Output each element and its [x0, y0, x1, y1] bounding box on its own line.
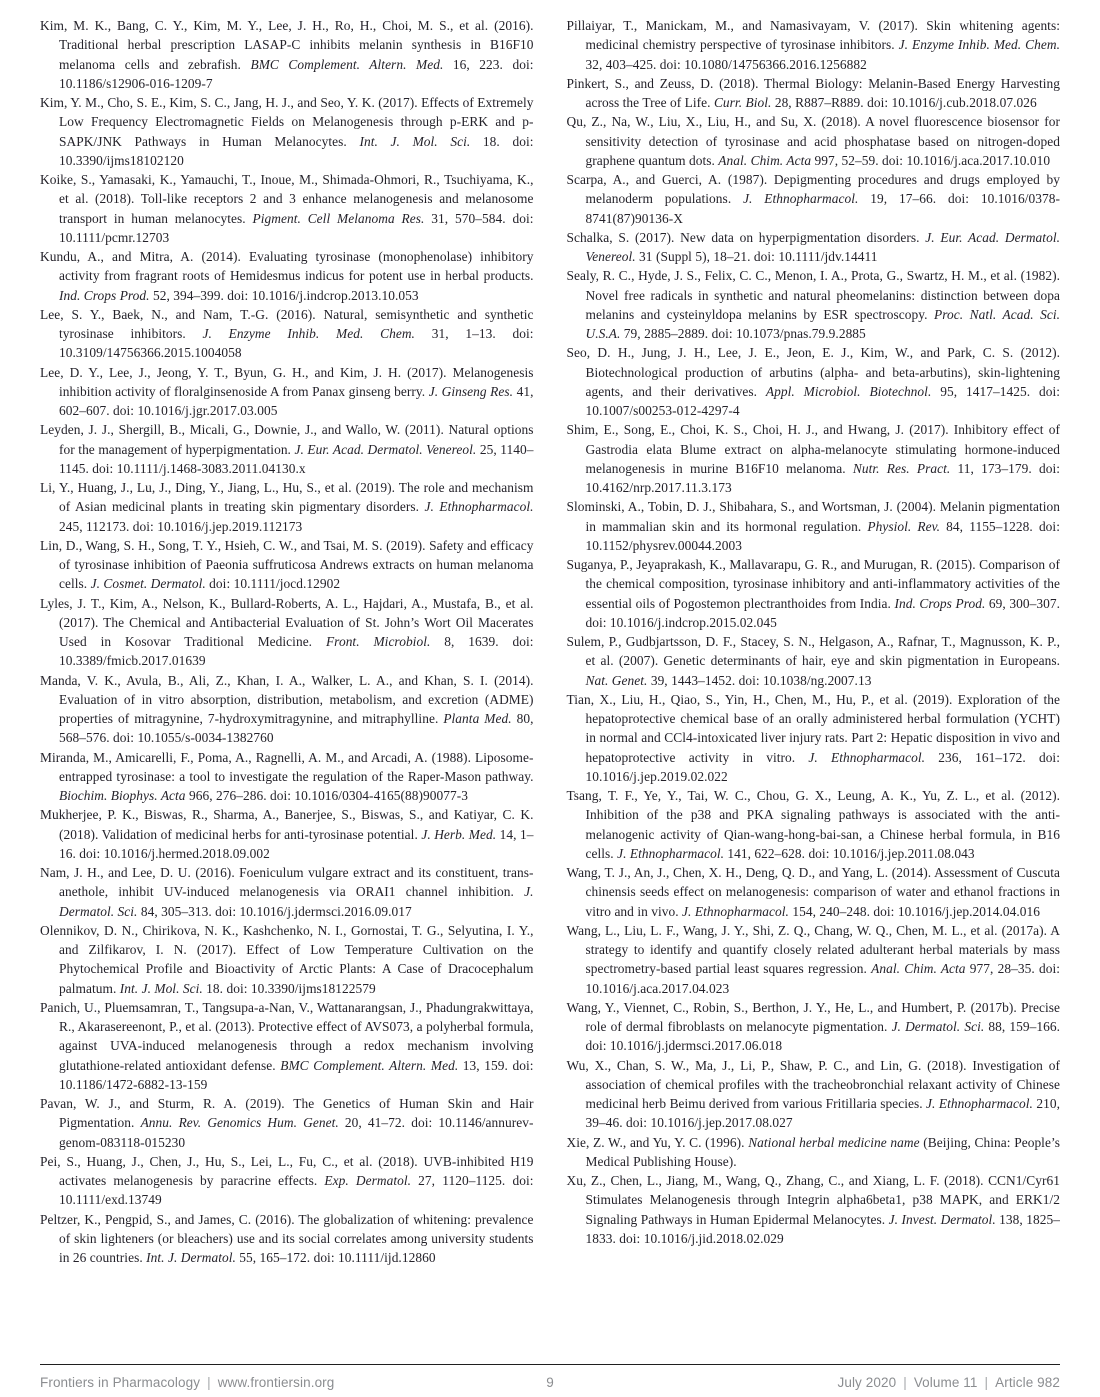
journal-name: Annu. Rev. Genomics Hum. Genet.	[140, 1115, 339, 1131]
journal-name: Anal. Chim. Acta	[718, 152, 812, 168]
reference-item	[40, 536, 534, 594]
footer-journal-info	[40, 1375, 546, 1390]
journal-name: Ind. Crops Prod.	[894, 595, 986, 611]
reference-text: Shim, E., Song, E., Choi, K. S., Choi, H. J., and Hwang, J. (2017). Inhibitory effect of Gastrodia elata Blume extract on alpha-melanocyte stimulating hormone-induced melanogenesis in murine B16F10 melanoma.	[566, 422, 1060, 476]
reference-item	[40, 1094, 534, 1152]
reference-text: 69, 300–307. doi: 10.1016/j.indcrop.2015.02.045	[585, 595, 1060, 630]
journal-name: J. Invest. Dermatol.	[888, 1211, 996, 1227]
reference-text: Peltzer, K., Pengpid, S., and James, C. (2016). The globalization of whitening: prevalence of skin lighteners (or bleachers) use and its social correlates among university students in 26 countries.	[40, 1211, 534, 1265]
reference-text: 39, 1443–1452. doi: 10.1038/ng.2007.13	[647, 672, 872, 688]
footer-separator: |	[903, 1375, 907, 1390]
reference-text: 8, 1639. doi: 10.3389/fmicb.2017.01639	[59, 634, 534, 669]
reference-item	[567, 1133, 1061, 1172]
journal-name: J. Ethnopharmacol.	[424, 499, 534, 515]
reference-text: Lee, D. Y., Lee, J., Jeong, Y. T., Byun, G. H., and Kim, J. H. (2017). Melanogenesis inhibition activity of floralginsenoside A from Panax ginseng berry.	[40, 364, 534, 399]
journal-name: Physiol. Rev.	[867, 518, 941, 534]
reference-text: 245, 112173. doi: 10.1016/j.jep.2019.112173	[59, 518, 303, 534]
reference-text: 52, 394–399. doi: 10.1016/j.indcrop.2013.10.053	[149, 287, 419, 303]
reference-item	[567, 420, 1061, 497]
reference-text: Sulem, P., Gudbjartsson, D. F., Stacey, S. N., Helgason, A., Rafnar, T., Magnusson, K. P., et al. (2007). Genetic determinants of hair, eye and skin pigmentation in Europeans.	[566, 634, 1060, 669]
reference-item	[40, 363, 534, 421]
reference-text: Kim, M. K., Bang, C. Y., Kim, M. Y., Lee, J. H., Ro, H., Choi, M. S., et al. (2016). Traditional herbal prescription LASAP-C inhibits melanin synthesis in B16F10 melanoma cells and zebrafish.	[40, 18, 534, 72]
reference-item	[40, 1152, 534, 1210]
journal-name: J. Dermatol. Sci.	[59, 884, 534, 919]
reference-item	[567, 228, 1061, 267]
journal-name: J. Dermatol. Sci.	[891, 1019, 985, 1034]
reference-item	[40, 1210, 534, 1268]
page-footer	[40, 1375, 1060, 1390]
reference-text: 31, 1–13. doi: 10.3109/14756366.2015.1004058	[59, 326, 534, 361]
reference-item	[567, 998, 1061, 1056]
reference-text: 88, 159–166. doi: 10.1016/j.jdermsci.2017.06.018	[585, 1019, 1060, 1054]
footer-website-link[interactable]: www.frontiersin.org	[217, 1375, 335, 1390]
journal-name: J. Ethnopharmacol.	[926, 1096, 1033, 1111]
footer-separator: |	[207, 1375, 211, 1390]
reference-text: 138, 1825–1833. doi: 10.1016/j.jid.2018.02.029	[585, 1211, 1060, 1246]
reference-text: 95, 1417–1425. doi: 10.1007/s00253-012-4297-4	[585, 383, 1060, 418]
reference-text: 55, 165–172. doi: 10.1111/ijd.12860	[235, 1250, 436, 1265]
reference-item	[567, 921, 1061, 998]
reference-text: 28, R887–R889. doi: 10.1016/j.cub.2018.07.026	[771, 95, 1037, 110]
journal-name: Anal. Chim. Acta	[871, 961, 966, 977]
journal-name: Int. J. Mol. Sci.	[359, 133, 471, 149]
journal-name: Biochim. Biophys. Acta	[59, 788, 186, 803]
reference-text: Wu, X., Chan, S. W., Ma, J., Li, P., Shaw, P. C., and Lin, G. (2018). Investigation of association of chemical profiles with the tracheobronchial relaxant activity of Chinese medicinal herb Beimu derived from various Fritillaria species.	[566, 1057, 1060, 1111]
reference-text: Panich, U., Pluemsamran, T., Tangsupa-a-Nan, V., Wattanarangsan, J., Phadungrakwittaya, R., Akarasereenont, P., et al. (2013). Protective effect of AVS073, a polyherbal formula, against UVA-induced melanogenesis through a redox mechanism involving glutathione-related antioxidant defense.	[40, 999, 534, 1073]
journal-name: J. Eur. Acad. Dermatol. Venereol.	[585, 229, 1060, 264]
references-column-right	[567, 16, 1061, 1350]
journal-name: J. Ethnopharmacol.	[617, 845, 724, 861]
reference-item	[567, 112, 1061, 170]
reference-item	[40, 998, 534, 1094]
journal-name: Planta Med.	[443, 711, 512, 726]
reference-item	[567, 266, 1061, 343]
footer-article-number: Article 982	[995, 1375, 1061, 1390]
reference-text: 14, 1–16. doi: 10.1016/j.hermed.2018.09.002	[59, 826, 534, 861]
journal-name: J. Enzyme Inhib. Med. Chem.	[202, 326, 415, 341]
reference-text: Seo, D. H., Jung, J. H., Lee, J. E., Jeon, E. J., Kim, W., and Park, C. S. (2012). Biotechnological production of arbutins (alpha- and beta-arbutins), skin-lightening agents, and their derivatives.	[566, 345, 1060, 399]
reference-item	[40, 478, 534, 536]
reference-text: Nam, J. H., and Lee, D. U. (2016). Foeniculum vulgare extract and its constituent, trans-anethole, inhibit UV-induced melanogenesis via ORAI1 channel inhibition.	[40, 865, 534, 900]
reference-text: 16, 223. doi: 10.1186/s12906-016-1209-7	[59, 56, 534, 91]
journal-name: BMC Complement. Altern. Med.	[250, 56, 444, 72]
journal-name: Int. J. Dermatol.	[146, 1250, 236, 1265]
journal-name: Exp. Dermatol.	[324, 1173, 412, 1188]
reference-text: 31, 570–584. doi: 10.1111/pcmr.12703	[59, 210, 534, 245]
reference-item	[40, 921, 534, 998]
reference-text: Wang, L., Liu, L. F., Wang, J. Y., Shi, Z. Q., Chang, W. Q., Chen, M. L., et al. (2017a). A strategy to identify and quantify closely related adulterant herbal materials by mass spectrometry-based partial least squares regression.	[566, 922, 1060, 977]
reference-item	[567, 555, 1061, 632]
reference-text: Mukherjee, P. K., Biswas, R., Sharma, A., Banerjee, S., Biswas, S., and Katiyar, C. K. (2018). Validation of medicinal herbs for anti-tyrosinase potential.	[40, 807, 534, 842]
reference-text: Pinkert, S., and Zeuss, D. (2018). Thermal Biology: Melanin-Based Energy Harvesting across the Tree of Life.	[566, 75, 1060, 110]
reference-text: 27, 1120–1125. doi: 10.1111/exd.13749	[59, 1173, 534, 1208]
reference-item	[567, 863, 1061, 921]
journal-name: BMC Complement. Altern. Med.	[280, 1057, 459, 1073]
journal-name: Front. Microbiol.	[325, 634, 431, 649]
reference-text: 13, 159. doi: 10.1186/1472-6882-13-159	[59, 1057, 534, 1092]
reference-text: 25, 1140–1145. doi: 10.1111/j.1468-3083.2011.04130.x	[59, 441, 534, 476]
reference-text: Kundu, A., and Mitra, A. (2014). Evaluating tyrosinase (monophenolase) inhibitory activity from fragrant roots of Hemidesmus indicus for potent use in herbal products.	[40, 249, 534, 284]
reference-text: Leyden, J. J., Shergill, B., Micali, G., Downie, J., and Wallo, W. (2011). Natural options for the management of hyperpigmentation.	[40, 422, 534, 457]
reference-text: 84, 305–313. doi: 10.1016/j.jdermsci.2016.09.017	[137, 903, 412, 919]
reference-item	[567, 497, 1061, 555]
reference-item	[567, 74, 1061, 113]
reference-text: 18. doi: 10.3390/ijms18122579	[202, 980, 376, 996]
reference-item	[567, 1056, 1061, 1133]
reference-text: 19, 17–66. doi: 10.1016/0378-8741(87)90136-X	[585, 191, 1060, 226]
reference-text: Olennikov, D. N., Chirikova, N. K., Kashchenko, N. I., Gornostai, T. G., Selyutina, I. Y., and Zilfikarov, I. N. (2017). Effect of Low Temperature Cultivation on the Phytochemical Profile and Bioactivity of Arctic Plants: A Case of Dracocephalum palmatum.	[40, 922, 534, 996]
journal-name: Int. J. Mol. Sci.	[119, 980, 203, 996]
footer-issue-date: July 2020	[837, 1375, 897, 1390]
reference-item	[40, 671, 534, 748]
reference-text: 210, 39–46. doi: 10.1016/j.jep.2017.08.027	[585, 1096, 1060, 1131]
reference-item	[40, 863, 534, 921]
references-columns	[40, 16, 1060, 1350]
journal-name: J. Ethnopharmacol.	[743, 191, 859, 207]
reference-text: Suganya, P., Jeyaprakash, K., Mallavarapu, G. R., and Murugan, R. (2015). Comparison of the chemical composition, tyrosinase inhibitory and anti-inflammatory activities of the essential oils of Pogostemon plectranthoides from India.	[566, 557, 1060, 611]
journal-name: Ind. Crops Prod.	[59, 287, 150, 303]
reference-text: 41, 602–607. doi: 10.1016/j.jgr.2017.03.005	[59, 383, 534, 418]
journal-name: J. Eur. Acad. Dermatol. Venereol.	[294, 441, 477, 457]
journal-name: J. Ethnopharmacol.	[682, 903, 789, 919]
reference-item	[40, 93, 534, 170]
journal-name: Proc. Natl. Acad. Sci. U.S.A.	[585, 306, 1060, 341]
reference-item	[40, 170, 534, 247]
reference-text: 977, 28–35. doi: 10.1016/j.aca.2017.04.023	[585, 961, 1060, 996]
reference-text: Lyles, J. T., Kim, A., Nelson, K., Bullard-Roberts, A. L., Hajdari, A., Mustafa, B., et al. (2017). The Chemical and Antibacterial Evaluation of St. John’s Wort Oil Macerates Used in Kosovar Traditional Medicine.	[40, 595, 534, 649]
reference-text: Wang, T. J., An, J., Chen, X. H., Deng, Q. D., and Yang, L. (2014). Assessment of Cuscuta chinensis seeds effect on melanogenesis: comparison of water and ethanol fractions in vitro and in vivo.	[566, 865, 1060, 919]
reference-text: Pillaiyar, T., Manickam, M., and Namasivayam, V. (2017). Skin whitening agents: medicinal chemistry perspective of tyrosinase inhibitors.	[566, 18, 1060, 53]
reference-item	[40, 420, 534, 478]
reference-text: Kim, Y. M., Cho, S. E., Kim, S. C., Jang, H. J., and Seo, Y. K. (2017). Effects of Extremely Low Frequency Electromagnetic Fields on Melanogenesis through p-ERK and p-SAPK/JNK Pathways in Human Melanocytes.	[40, 95, 534, 149]
reference-text: 141, 622–628. doi: 10.1016/j.jep.2011.08.043	[724, 845, 975, 861]
reference-text: 997, 52–59. doi: 10.1016/j.aca.2017.10.010	[811, 152, 1051, 168]
reference-text: Pavan, W. J., and Sturm, R. A. (2019). The Genetics of Human Skin and Hair Pigmentation.	[40, 1096, 534, 1131]
journal-name: National herbal medicine name	[748, 1134, 920, 1150]
footer-journal-name: Frontiers in Pharmacology	[40, 1375, 201, 1390]
journal-name: J. Ethnopharmacol.	[808, 749, 926, 765]
reference-text: Scarpa, A., and Guerci, A. (1987). Depigmenting procedures and drugs employed by melanoderm populations.	[566, 172, 1060, 207]
journal-name: Pigment. Cell Melanoma Res.	[252, 210, 425, 226]
reference-text: Lin, D., Wang, S. H., Song, T. Y., Hsieh, C. W., and Tsai, M. S. (2019). Safety and efficacy of tyrosinase inhibition of Paeonia suffruticosa Andrews extracts on human melanoma cells.	[40, 537, 534, 592]
reference-text: Slominski, A., Tobin, D. J., Shibahara, S., and Wortsman, J. (2004). Melanin pigmentation in mammalian skin and its hormonal regulation.	[566, 499, 1060, 534]
footer-volume: Volume 11	[913, 1375, 978, 1390]
journal-name: J. Herb. Med.	[421, 826, 497, 842]
journal-name: J. Cosmet. Dermatol.	[90, 576, 206, 592]
reference-text: Wang, Y., Viennet, C., Robin, S., Berthon, J. Y., He, L., and Humbert, P. (2017b). Precise role of dermal fibroblasts on melanocyte pigmentation.	[566, 999, 1060, 1034]
reference-text: 31 (Suppl 5), 18–21. doi: 10.1111/jdv.14411	[635, 249, 878, 264]
reference-item	[40, 805, 534, 863]
reference-item	[40, 16, 534, 93]
footer-divider	[40, 1364, 1060, 1365]
reference-text: 80, 568–576. doi: 10.1055/s-0034-1382760	[59, 711, 534, 746]
journal-name: Curr. Biol.	[713, 95, 772, 110]
reference-text: Schalka, S. (2017). New data on hyperpigmentation disorders.	[566, 229, 926, 245]
reference-item	[567, 343, 1061, 420]
reference-text: Xie, Z. W., and Yu, Y. C. (1996).	[566, 1134, 749, 1150]
reference-text: 236, 161–172. doi: 10.1016/j.jep.2019.02.022	[585, 749, 1060, 784]
reference-text: Sealy, R. C., Hyde, J. S., Felix, C. C., Menon, I. A., Prota, G., Swartz, H. M., et al. (1982). Novel free radicals in synthetic and natural pheomelanins: distinction between dopa melanins and cysteinyldopa melanins by ESR spectroscopy.	[566, 268, 1060, 322]
reference-text: 32, 403–425. doi: 10.1080/14756366.2016.1256882	[585, 56, 867, 72]
reference-item	[567, 1171, 1061, 1248]
footer-separator: |	[984, 1375, 989, 1390]
reference-text: 18. doi: 10.3390/ijms18102120	[59, 133, 534, 168]
reference-text: 79, 2885–2889. doi: 10.1073/pnas.79.9.2885	[620, 326, 866, 341]
reference-text: Lee, S. Y., Baek, N., and Nam, T.-G. (2016). Natural, semisynthetic and synthetic tyrosinase inhibitors.	[40, 306, 534, 341]
reference-text: 966, 276–286. doi: 10.1016/0304-4165(88)90077-3	[185, 788, 469, 803]
reference-text: Tian, X., Liu, H., Qiao, S., Yin, H., Chen, M., Hu, P., et al. (2019). Exploration of the hepatoprotective chemical base of an orally administered herbal formulation (YCHT) in normal and CCl4-intoxicated liver injury rats. Part 2: Hepatic disposition in vivo and hepatoprotective activity in vitro.	[566, 691, 1060, 765]
reference-item	[567, 170, 1061, 228]
reference-item	[567, 632, 1061, 690]
reference-text: 11, 173–179. doi: 10.4162/nrp.2017.11.3.173	[585, 460, 1060, 495]
reference-item	[40, 594, 534, 671]
journal-name: Nutr. Res. Pract.	[852, 460, 951, 476]
reference-text: (Beijing, China: People’s Medical Publishing House).	[585, 1134, 1060, 1169]
journal-name: J. Ginseng Res.	[428, 383, 514, 399]
reference-item	[40, 748, 534, 806]
reference-item	[40, 247, 534, 305]
reference-text: Li, Y., Huang, J., Lu, J., Ding, Y., Jiang, L., Hu, S., et al. (2019). The role and mechanism of Asian medicinal plants in treating skin pigmentary disorders.	[40, 480, 534, 515]
reference-item	[40, 305, 534, 363]
reference-item	[567, 690, 1061, 786]
reference-text: Manda, V. K., Avula, B., Ali, Z., Khan, I. A., Walker, L. A., and Khan, S. I. (2014). Evaluation of in vitro absorption, distribution, metabolism, and excretion (ADME) properties of mitragynine, 7-hydroxymitragynine, and mitraphylline.	[40, 672, 534, 726]
reference-text: Miranda, M., Amicarelli, F., Poma, A., Ragnelli, A. M., and Arcadi, A. (1988). Liposome-entrapped tyrosinase: a tool to investigate the regulation of the Raper-Mason pathway.	[40, 749, 534, 784]
references-column-left	[40, 16, 534, 1350]
reference-item	[567, 16, 1061, 74]
footer-issue-info	[554, 1375, 1060, 1390]
page-number: 9	[546, 1375, 554, 1390]
journal-name: Nat. Genet.	[585, 672, 648, 688]
reference-text: Xu, Z., Chen, L., Jiang, M., Wang, Q., Zhang, C., and Xiang, L. F. (2018). CCN1/Cyr61 Stimulates Melanogenesis through Integrin alpha6beta1, p38 MAPK, and ERK1/2 Signaling Pathways in Human Epidermal Melanocytes.	[566, 1173, 1060, 1227]
reference-text: 154, 240–248. doi: 10.1016/j.jep.2014.04.016	[788, 903, 1041, 919]
reference-text: 20, 41–72. doi: 10.1146/annurev-genom-083118-015230	[59, 1115, 534, 1150]
reference-text: Koike, S., Yamasaki, K., Yamauchi, T., Inoue, M., Shimada-Ohmori, R., Tsuchiyama, K., et al. (2018). Toll-like receptors 2 and 3 enhance melanogenesis and melanosome transport in human melanocytes.	[40, 172, 534, 226]
journal-name: J. Enzyme Inhib. Med. Chem.	[898, 37, 1060, 53]
journal-name: Appl. Microbiol. Biotechnol.	[765, 383, 932, 399]
reference-text: Pei, S., Huang, J., Chen, J., Hu, S., Lei, L., Fu, C., et al. (2018). UVB-inhibited H19 activates melanogenesis by paracrine effects.	[40, 1153, 534, 1188]
reference-text: doi: 10.1111/jocd.12902	[205, 576, 341, 592]
reference-text: 84, 1155–1228. doi: 10.1152/physrev.00044.2003	[585, 518, 1060, 553]
reference-text: Qu, Z., Na, W., Liu, X., Liu, H., and Su, X. (2018). A novel fluorescence biosensor for sensitivity detection of tyrosinase and acid phosphatase based on nitrogen-doped graphene quantum dots.	[566, 114, 1060, 168]
reference-item	[567, 786, 1061, 863]
reference-text: Tsang, T. F., Ye, Y., Tai, W. C., Chou, G. X., Leung, A. K., Yu, Z. L., et al. (2012). Inhibition of the p38 and PKA signaling pathways is associated with the anti-melanogenic activity of Qian-wang-hong-bai-san, a Chinese herbal formula, in B16 cells.	[566, 788, 1060, 861]
